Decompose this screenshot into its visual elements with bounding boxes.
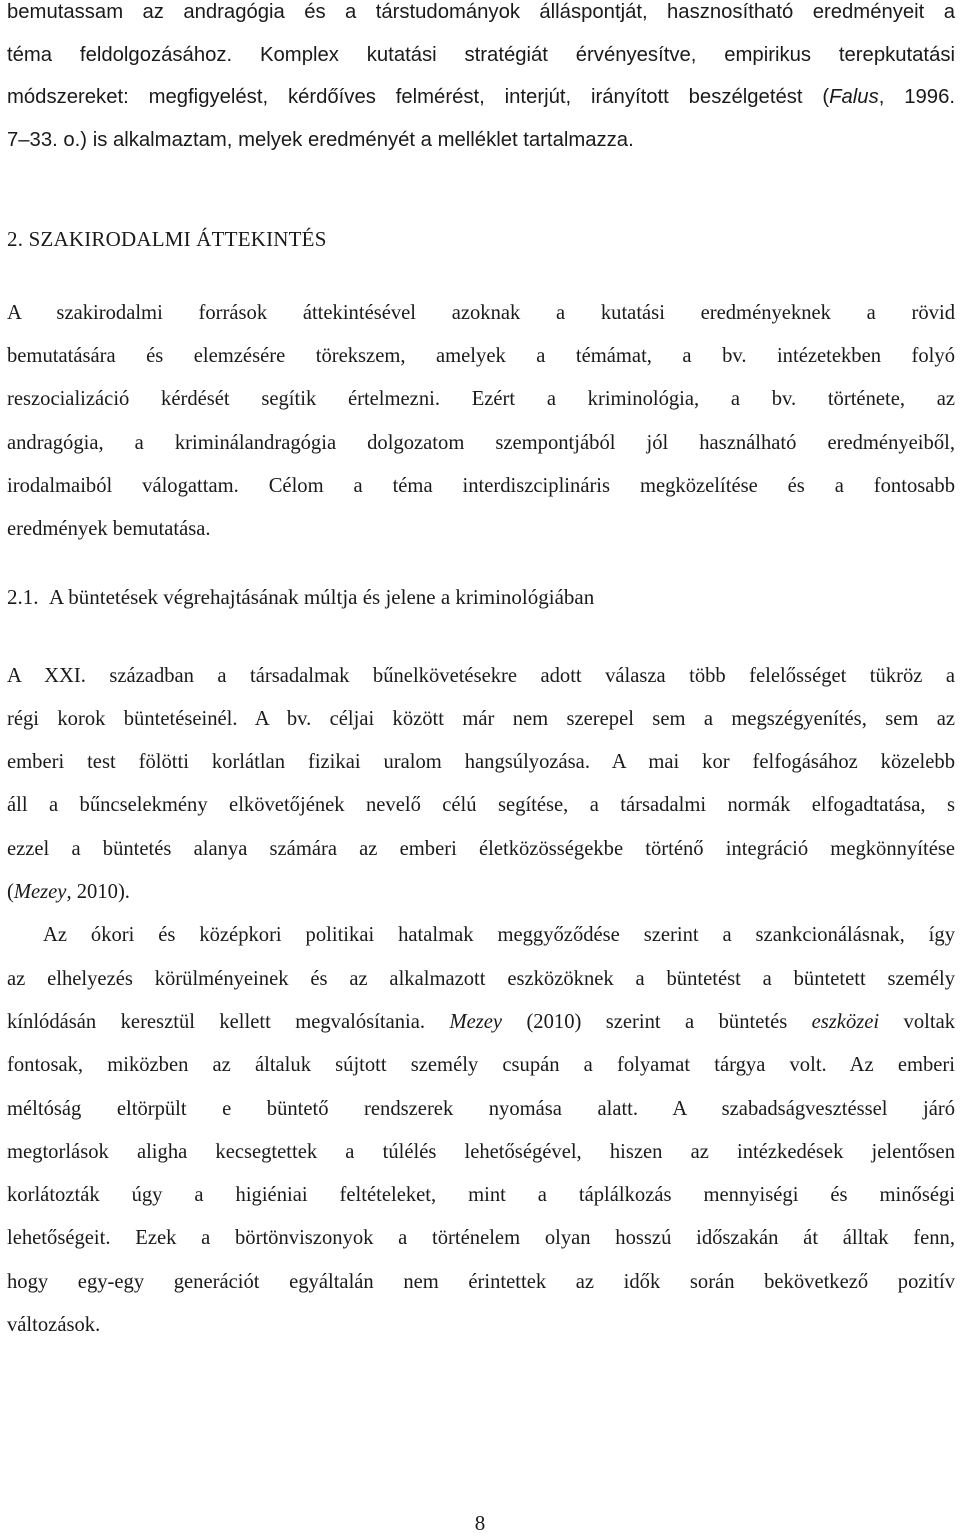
- intro-line: bemutassam az andragógia és a társtudományok álláspontját, hasznosítható eredményeit a: [7, 1, 955, 23]
- page-number: 8: [474, 1511, 486, 1535]
- intro-line: [7, 76, 955, 119]
- citation-author: Mezey: [449, 1010, 503, 1033]
- paragraph-line: emberi test fölötti korlátlan fizikai uralom hangsúlyozása. A mai kor felfogásához közelebb: [7, 751, 955, 774]
- paragraph-line: andragógia, a kriminálandragógia dolgozatom szempontjából jól használható eredményeiből,: [7, 431, 955, 454]
- paragraph-line: változások.: [7, 1314, 101, 1337]
- citation-author: Falus: [829, 86, 879, 109]
- paragraph-line: megtorlások aligha kecsegtettek a túlélés lehetőségével, hiszen az intézkedések jelentősen: [7, 1140, 955, 1163]
- emphasis-text: eszközei: [811, 1010, 880, 1033]
- paragraph-line: [7, 1001, 955, 1044]
- intro-line: téma feldolgozásához. Komplex kutatási stratégiát érvényesítve, empirikus terepkutatási: [7, 43, 955, 66]
- paragraph-line: A szakirodalmi források áttekintésével azoknak a kutatási eredményeknek a rövid: [7, 301, 955, 324]
- paragraph-line: Az ókori és középkori politikai hatalmak meggyőződése szerint a szankcionálásnak, így: [43, 924, 955, 947]
- paragraph-line: [7, 871, 955, 914]
- paragraph-line: fontosak, miközben az általuk sújtott személy csupán a folyamat tárgya volt. Az emberi: [7, 1054, 955, 1077]
- section-heading: 2. SZAKIRODALMI ÁTTEKINTÉS: [7, 226, 327, 251]
- paragraph-line: áll a bűncselekmény elkövetőjének nevelő célú segítése, a társadalmi normák elfogadtatása, s: [7, 794, 955, 817]
- subsection-paragraph-1: [7, 655, 955, 915]
- paragraph-line: eredmények bemutatása.: [7, 518, 211, 541]
- document-page: [7, 0, 955, 1347]
- subsection-heading: [7, 582, 955, 612]
- paragraph-line: lehetőségeit. Ezek a börtönviszonyok a történelem olyan hosszú időszakán át álltak fenn,: [7, 1227, 955, 1250]
- paragraph-line: korlátozták úgy a higiéniai feltételeket, mint a táplálkozás mennyiségi és minőségi: [7, 1184, 955, 1207]
- citation-author: Mezey: [13, 881, 67, 904]
- citation-open: (: [7, 881, 14, 904]
- section2-paragraph: [7, 292, 955, 552]
- paragraph-line: bemutatására és elemzésére törekszem, amelyek a témámat, a bv. intézetekben folyó: [7, 345, 955, 368]
- citation-year: , 1996.: [878, 86, 955, 109]
- intro-line: 7–33. o.) is alkalmaztam, melyek eredményét a melléklet tartalmazza.: [7, 129, 634, 152]
- intro-paragraph: [7, 0, 955, 162]
- paragraph-line: irodalmaiból válogattam. Célom a téma interdiszciplináris megközelítése és a fontosabb: [7, 475, 955, 497]
- line-text: voltak: [879, 1010, 956, 1033]
- line-text: kínlódásán keresztül kellett megvalósítania.: [7, 1010, 450, 1033]
- line-text: (2010) szerint a büntetés: [502, 1010, 812, 1033]
- subsection-title: A büntetések végrehajtásának múltja és jelene a kriminológiában: [49, 584, 595, 609]
- paragraph-line: A XXI. században a társadalmak bűnelkövetésekre adott válasza több felelősséget tükröz a: [7, 664, 955, 687]
- paragraph-line: az elhelyezés körülményeinek és az alkalmazott eszközöknek a büntetést a büntetett személy: [7, 967, 955, 990]
- citation-year: , 2010).: [66, 881, 130, 904]
- intro-line-text: módszereket: megfigyelést, kérdőíves felmérést, interjút, irányított beszélgetést (: [7, 86, 830, 109]
- paragraph-line: méltóság eltörpült e büntető rendszerek nyomása alatt. A szabadságvesztéssel járó: [7, 1097, 955, 1120]
- subsection-number: 2.1.: [7, 584, 39, 609]
- paragraph-line: hogy egy-egy generációt egyáltalán nem érintettek az idők során bekövetkező pozitív: [7, 1270, 955, 1293]
- paragraph-line: ezzel a büntetés alanya számára az emberi életközösségekbe történő integráció megkönnyítése: [7, 837, 955, 860]
- subsection-paragraph-2: [7, 914, 955, 1347]
- paragraph-line: reszocializáció kérdését segítik értelmezni. Ezért a kriminológia, a bv. története, az: [7, 388, 955, 411]
- paragraph-line: régi korok büntetéseinél. A bv. céljai között már nem szerepel sem a megszégyenítés, sem az: [7, 707, 955, 730]
